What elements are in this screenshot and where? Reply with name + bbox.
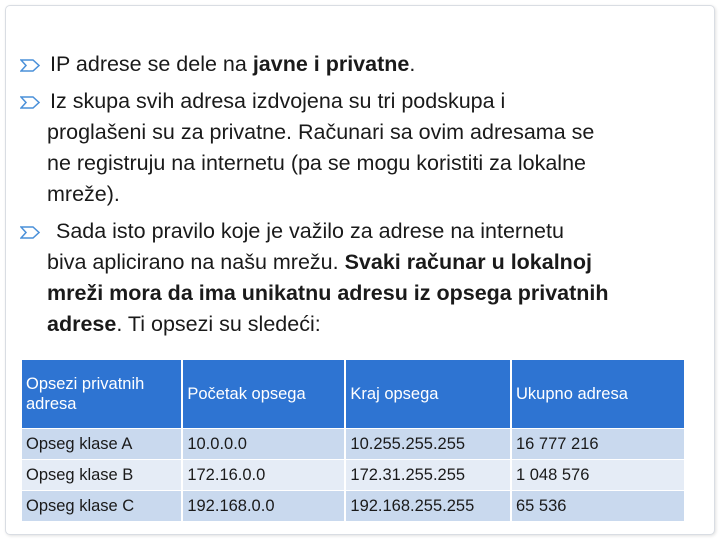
cell-total: 16 777 216 [511,429,684,460]
arrow-bullet-icon [20,86,50,117]
cell-end: 10.255.255.255 [345,429,511,460]
cell-range-name: Opseg klase B [22,460,182,491]
cell-range-name: Opseg klase A [22,429,182,460]
cell-end: 192.168.255.255 [345,491,511,522]
p1-text: IP adrese se dele na [50,52,253,76]
cell-end: 172.31.255.255 [345,460,511,491]
cell-total: 65 536 [511,491,684,522]
p2-line4: mreže). [47,182,120,206]
table-row [22,460,684,491]
cell-start: 172.16.0.0 [182,460,345,491]
p3-line3: mreži mora da ima unikatnu adresu iz opsega privatnih [47,281,609,305]
header-total: Ukupno adresa [511,360,684,429]
p1-end: . [409,52,416,76]
header-start: Početak opsega [182,360,345,429]
cell-start: 10.0.0.0 [182,429,345,460]
arrow-bullet-icon [20,216,50,247]
cell-start: 192.168.0.0 [182,491,345,522]
cell-range-name: Opseg klase C [22,491,182,522]
paragraph-local-network-rule [20,216,700,340]
arrow-bullet-icon [20,49,50,80]
paragraph-ip-types [20,49,700,80]
p2-line2: proglašeni su za privatne. Računari sa ovim adresama se [47,120,595,144]
p3-line2a: biva aplicirano na našu mrežu. [47,250,345,274]
p3-line4b: . Ti opsezi su sledeći: [116,312,321,336]
p1-bold: javne i privatne [252,52,410,76]
paragraph-private-subsets [20,86,700,210]
table-row [22,491,684,522]
p3-line2b: Svaki računar u lokalnoj [344,250,592,274]
table-row [22,429,684,460]
p2-line1: Iz skupa svih adresa izdvojena su tri podskupa i [50,89,506,113]
cell-total: 1 048 576 [511,460,684,491]
table-header-row [22,360,684,429]
p2-line3: ne registruju na internetu (pa se mogu koristiti za lokalne [47,151,586,175]
header-ranges: Opsezi privatnih adresa [22,360,182,429]
private-ranges-table [22,360,684,521]
header-end: Kraj opsega [345,360,511,429]
p3-line4a: adrese [47,312,117,336]
p3-line1: Sada isto pravilo koje je važilo za adrese na internetu [50,219,564,243]
